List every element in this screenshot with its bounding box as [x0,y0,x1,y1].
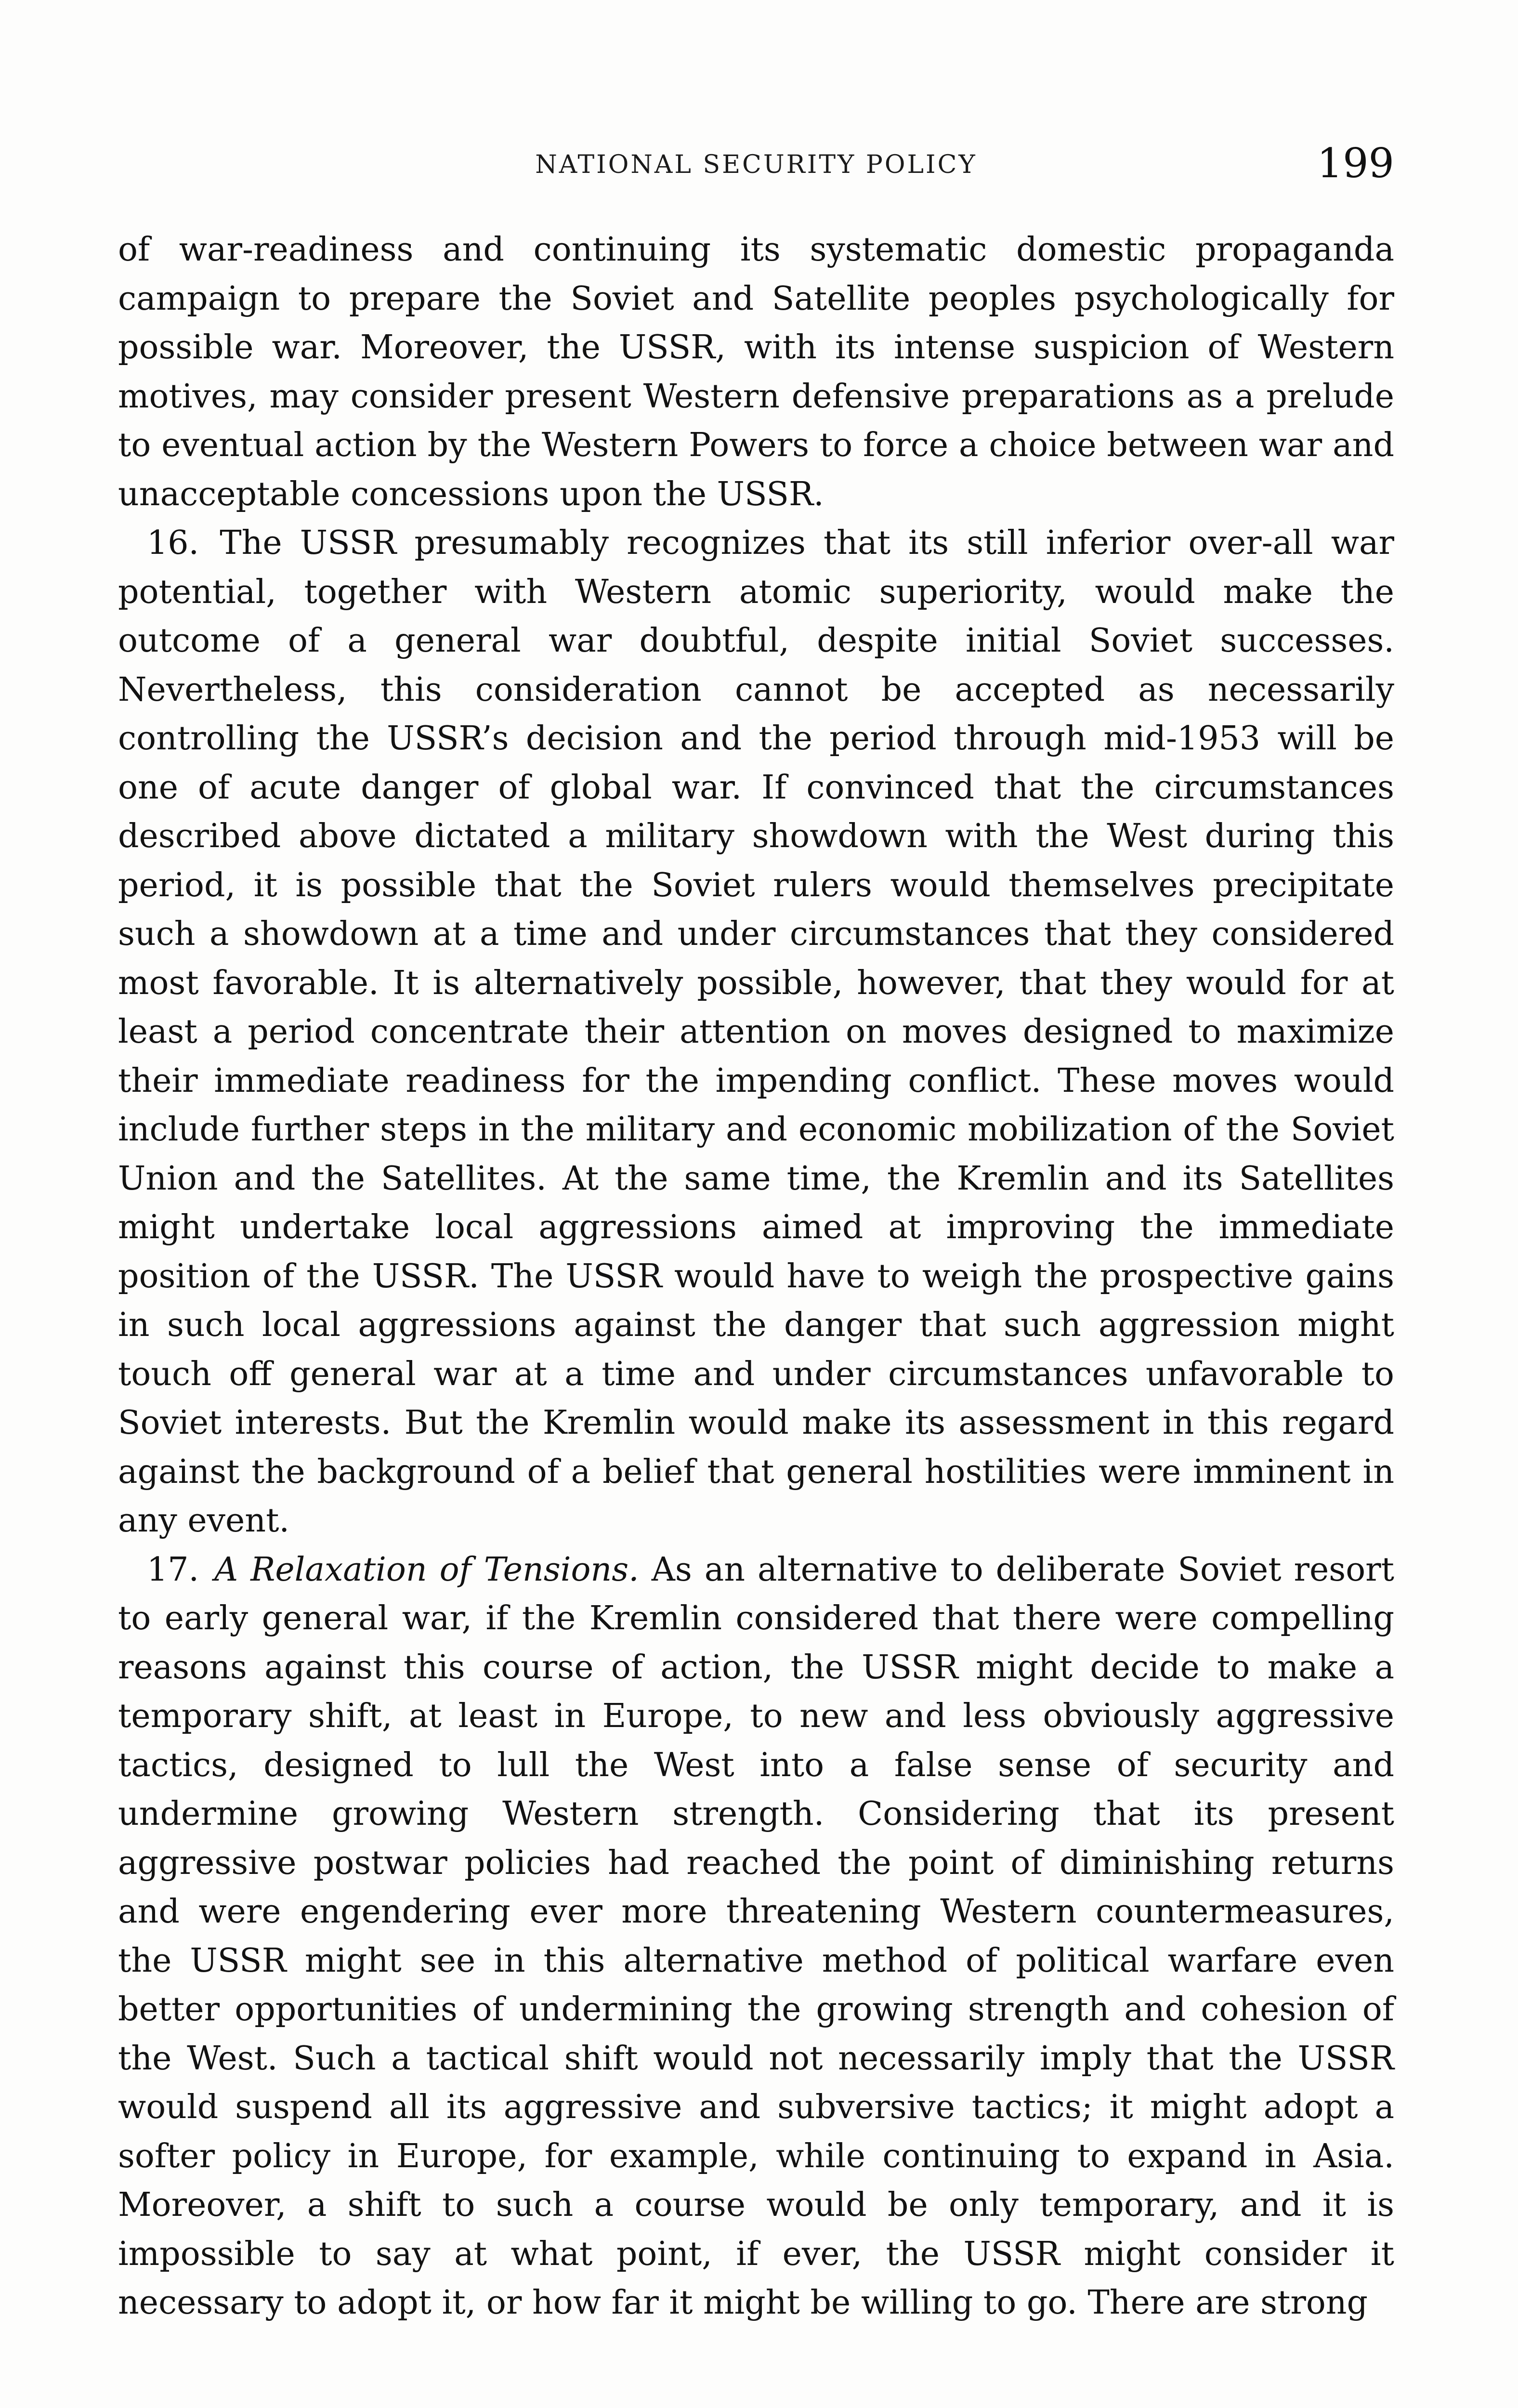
paragraph-heading: A Relaxation of Tensions. [214,1550,639,1589]
running-title: NATIONAL SECURITY POLICY [535,150,977,179]
running-head [118,140,1394,193]
page-number: 199 [1317,140,1394,187]
paragraph-16 [118,519,1394,1545]
paragraph-text: The USSR presumably recognizes that its still inferior over-all war potential, together with Western atomic superiority, would make the outcome of a general war doubtful, despite initial Soviet successes. Nevertheless, this consideration cannot be accepted as necessarily controlling the USSR’s decision and the period through mid-1953 will be one of acute danger of global war. If convinced that the circumstances described above dictated a military showdown with the West during this period, it is possible that the Soviet rulers would themselves precipitate such a showdown at a time and under circumstances that they considered most favorable. It is alternatively possible, however, that they would for at least a period concentrate their attention on moves designed to maximize their immediate readiness for the impending conflict. These moves would include further steps in the military and economic mobilization of the Soviet Union and the Satellites. At the same time, the Kremlin and its Satellites might undertake local aggressions aimed at improving the immediate position of the USSR. The USSR would have to weigh the prospective gains in such local aggressions against the danger that such aggression might touch off general war at a time and under circumstances unfavorable to Soviet interests. But the Kremlin would make its assessment in this regard against the background of a belief that general hostilities were imminent in any event. [118,524,1394,1540]
paragraph-number: 16. [147,524,199,562]
paragraph-17 [118,1545,1394,2328]
body-text [118,225,1394,2328]
paragraph-number: 17. [147,1550,199,1589]
paragraph-text: As an alternative to deliberate Soviet resort to early general war, if the Kremlin considered that there were compelling reasons against this course of action, the USSR might decide to make a temporary shift, at least in Europe, to new and less obviously aggressive tactics, designed to lull the West into a false sense of security and undermine growing Western strength. Considering that its present aggressive postwar policies had reached the point of diminishing returns and were engendering ever more threatening Western countermeasures, the USSR might see in this alternative method of political warfare even better opportunities of undermining the growing strength and cohesion of the West. Such a tactical shift would not necessarily imply that the USSR would suspend all its aggressive and subversive tactics; it might adopt a softer policy in Europe, for example, while continuing to expand in Asia. Moreover, a shift to such a course would be only temporary, and it is impossible to say at what point, if ever, the USSR might consider it necessary to adopt it, or how far it might be willing to go. There are strong [118,1550,1394,2322]
paragraph-continued: of war-readiness and continuing its systematic domestic propaganda campaign to prepare the Soviet and Satellite peoples psychologically for possible war. Moreover, the USSR, with its intense suspicion of Western motives, may consider present Western defensive preparations as a prelude to eventual action by the Western Powers to force a choice between war and unacceptable concessions upon the USSR. [118,231,1394,513]
